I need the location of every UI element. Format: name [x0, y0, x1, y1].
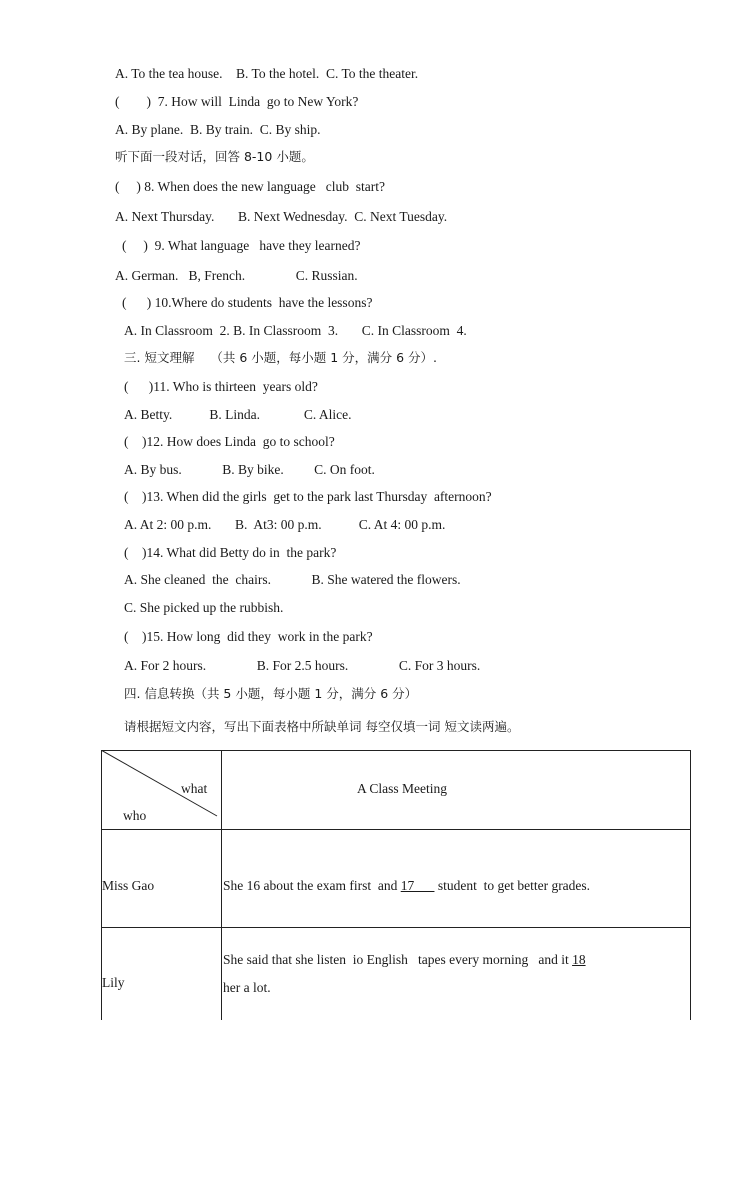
row-text-lily-cont: her a lot. [223, 980, 271, 995]
table-right-border [690, 750, 691, 1020]
row-text-part: She 16 about the exam first and [223, 878, 401, 893]
row-name-miss-gao: Miss Gao [102, 878, 155, 893]
row-text-lily [223, 952, 586, 968]
q14-option-c: C. She picked up the rubbish. [124, 600, 284, 615]
q10-question: ( ) 10.Where do students have the lessons? [122, 295, 373, 310]
row-text-miss-gao [223, 878, 590, 894]
q14-options-ab: A. She cleaned the chairs. B. She watered the flowers. [124, 572, 461, 587]
header-who-label: who [123, 808, 147, 823]
table-title: A Class Meeting [357, 781, 447, 796]
q7-question: ( ) 7. How will Linda go to New York? [115, 94, 359, 109]
q9-options: A. German. B, French. C. Russian. [115, 268, 358, 283]
row-name-lily: Lily [102, 975, 125, 990]
q15-question: ( )15. How long did they work in the park? [124, 629, 373, 644]
section-four-instruction: 请根据短文内容，写出下面表格中所缺单词 每空仅填一词 短文读两遍。 [124, 719, 520, 734]
q9-question: ( ) 9. What language have they learned? [122, 238, 361, 253]
q13-options: A. At 2: 00 p.m. B. At3: 00 p.m. C. At 4: 00 p.m. [124, 517, 446, 532]
header-what-label: what [181, 781, 208, 796]
q7-options: A. By plane. B. By train. C. By ship. [115, 122, 321, 137]
blank-18: 18 [572, 952, 586, 967]
q12-question: ( )12. How does Linda go to school? [124, 434, 335, 449]
section-three-heading: 三. 短文理解 （共 6 小题，每小题 1 分，满分 6 分）. [124, 350, 438, 365]
q10-options: A. In Classroom 2. B. In Classroom 3. C. In Classroom 4. [124, 323, 467, 338]
q15-options: A. For 2 hours. B. For 2.5 hours. C. For 3 hours. [124, 658, 481, 673]
blank-17: 17 [400, 878, 435, 893]
q8-options: A. Next Thursday. B. Next Wednesday. C. Next Tuesday. [115, 209, 448, 224]
section-four-heading: 四. 信息转换（共 5 小题，每小题 1 分，满分 6 分） [124, 686, 418, 701]
q6-options: A. To the tea house. B. To the hotel. C. To the theater. [115, 66, 419, 81]
q12-options: A. By bus. B. By bike. C. On foot. [124, 462, 375, 477]
q11-options: A. Betty. B. Linda. C. Alice. [124, 407, 352, 422]
table-row-divider [101, 927, 691, 928]
q13-question: ( )13. When did the girls get to the park last Thursday afternoon? [124, 489, 492, 504]
row-text-part: She said that she listen io English tapes every morning and it [223, 952, 573, 967]
row-text-part: student to get better grades. [434, 878, 591, 893]
q11-question: ( )11. Who is thirteen years old? [124, 379, 318, 394]
q8-question: ( ) 8. When does the new language club start? [115, 179, 386, 194]
q14-question: ( )14. What did Betty do in the park? [124, 545, 337, 560]
section-instruction-8-10: 听下面一段对话，回答 8-10 小题。 [115, 149, 314, 164]
